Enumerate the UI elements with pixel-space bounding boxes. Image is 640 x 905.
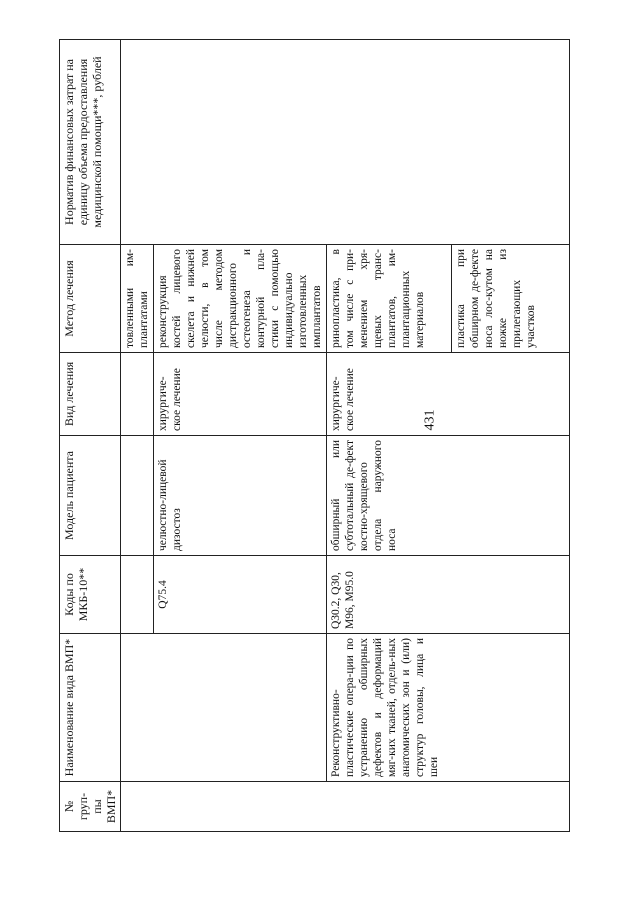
cell-method: товленными им-плантатами — [121, 245, 154, 353]
vmp-table — [59, 39, 570, 832]
header-norm: Норматив финансовых затрат на единицу объема предоставления медицинской помощи***, рублей — [60, 40, 121, 245]
cell-model: обширный или субтотальный де-фект костно-хрящевого отдела наружного носа — [327, 436, 570, 556]
header-codes: Коды по МКБ-10** — [60, 556, 121, 634]
header-group: № груп-пы ВМП* — [60, 782, 121, 832]
cell-model — [121, 436, 154, 556]
cell-group — [121, 782, 570, 832]
cell-codes: Q30.2, Q30, M96, M95.0 — [327, 556, 570, 634]
cell-kind: хирургиче-ское лечение — [154, 353, 327, 436]
page-number: 431 — [422, 409, 438, 431]
table-header-row — [60, 40, 121, 832]
header-method: Метод лечения — [60, 245, 121, 353]
table-row — [121, 40, 154, 832]
cell-norm — [121, 40, 570, 245]
cell-model: челюстно-лицевой дизостоз — [154, 436, 327, 556]
header-kind: Вид лечения — [60, 353, 121, 436]
rotated-table-container — [59, 40, 554, 832]
cell-codes — [121, 556, 154, 634]
cell-method: пластика при обширном де-фекте носа лос-кутом на ножке из прилегающих участков — [452, 245, 570, 353]
header-name: Наименование вида ВМП* — [60, 634, 121, 782]
cell-name — [121, 634, 327, 782]
header-model: Модель пациента — [60, 436, 121, 556]
cell-kind — [121, 353, 154, 436]
cell-method: ринопластика, в том числе с при-менением хря-щевых транс-плантатов, им-плантационных материалов — [327, 245, 452, 353]
cell-kind: хирургиче-ское лечение — [327, 353, 570, 436]
cell-method: реконструкция костей лицевого скелета и нижней челюсти, в том числе методом дистракционного остеогенеза и контурной пла-стики с помощью индивидуально изготовленных имплантатов — [154, 245, 327, 353]
cell-name: Реконструктивно-пластические опера-ции по устранению обширных дефектов и деформаций мяг-ких тканей, отдель-ных анатомических зон и (или) структур головы, лица и шеи — [327, 634, 570, 782]
cell-codes: Q75.4 — [154, 556, 327, 634]
